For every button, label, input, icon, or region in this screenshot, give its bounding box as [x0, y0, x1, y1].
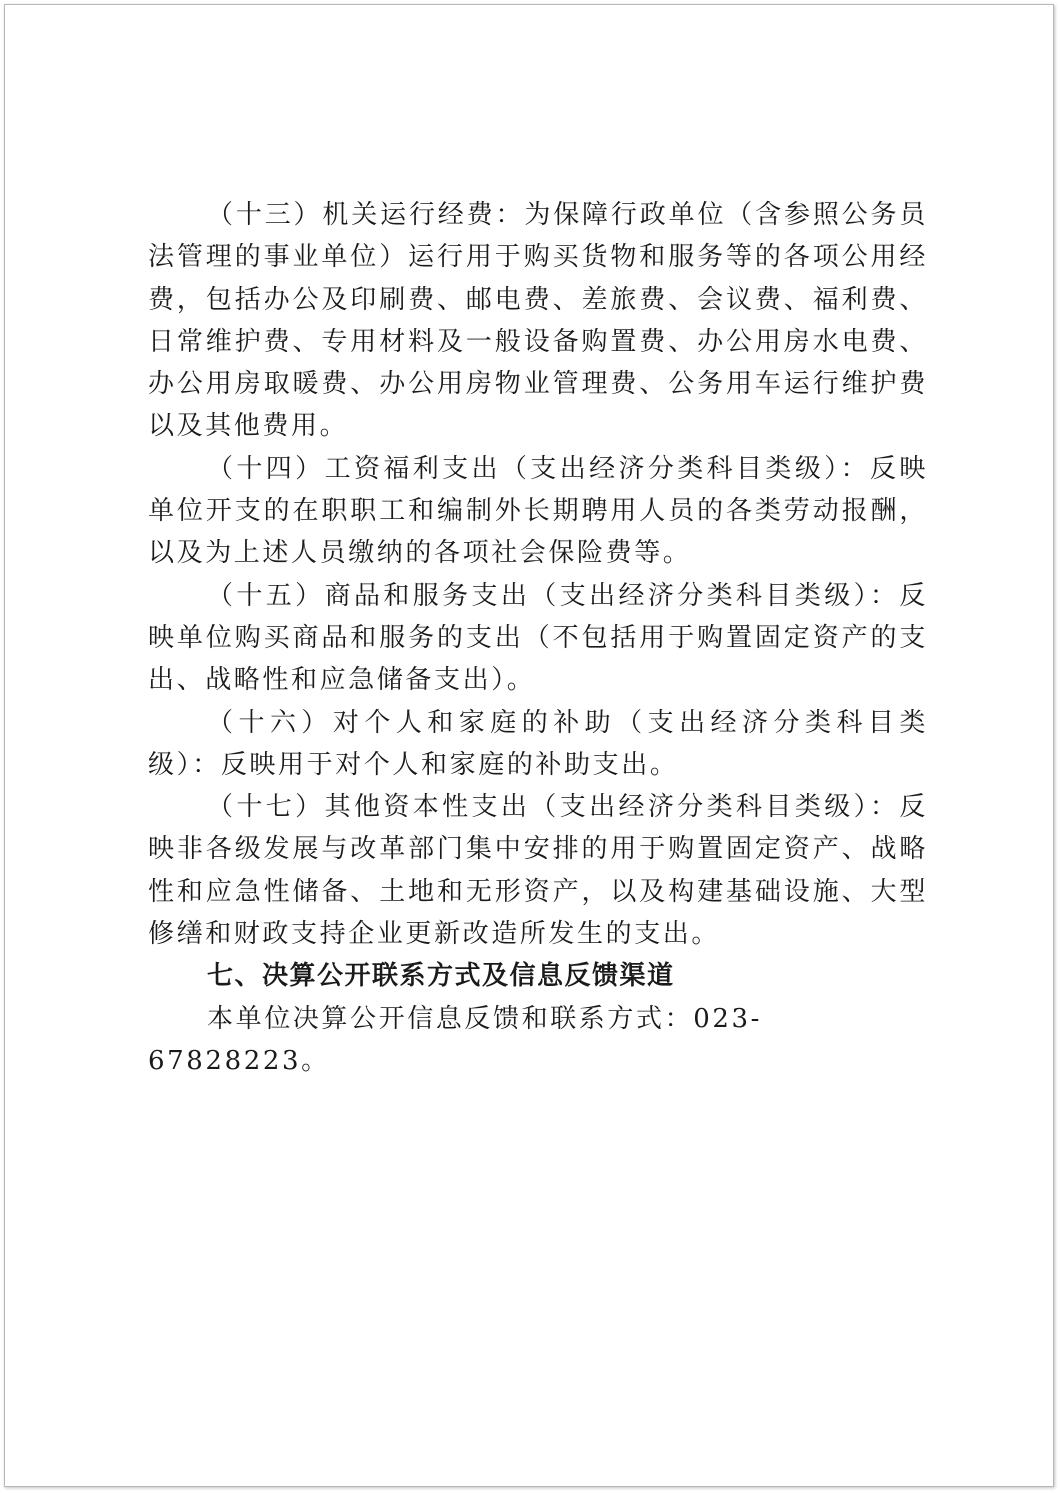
- definition-13: 为保障行政单位（含参照公务员法管理的事业单位）运行用于购买货物和服务等的各项公用经费，包括办公及印刷费、邮电费、差旅费、会议费、福利费、日常维护费、专用材料及一般设备购置费、办公用房水电费、办公用房取暖费、办公用房物业管理费、公务用车运行维护费以及其他费用。: [148, 200, 928, 442]
- definition-17: 反映非各级发展与改革部门集中安排的用于购置固定资产、战略性和应急性储备、土地和无形资产，以及构建基础设施、大型修缮和财政支持企业更新改造所发生的支出。: [148, 792, 928, 950]
- term-13: （十三）机关运行经费：: [207, 200, 525, 230]
- term-17: （十七）其他资本性支出（支出经济分类科目类级）：: [207, 792, 900, 823]
- paragraph-15: [148, 575, 928, 702]
- paragraph-16: [148, 702, 928, 787]
- term-14: （十四）工资福利支出（支出经济分类科目类级）：: [207, 453, 870, 484]
- section-heading: 七、决算公开联系方式及信息反馈渠道: [207, 961, 675, 992]
- definition-14: 反映单位开支的在职职工和编制外长期聘用人员的各类劳动报酬，以及为上述人员缴纳的各项社会保险费等。: [148, 453, 928, 569]
- term-15: （十五）商品和服务支出（支出经济分类科目类级）：: [207, 580, 900, 611]
- paragraph-17: [148, 786, 928, 955]
- definition-15: 反映单位购买商品和服务的支出（不包括用于购置固定资产的支出、战略性和应急储备支出）。: [148, 580, 928, 696]
- paragraph-13: [148, 194, 928, 448]
- contact-info: 本单位决算公开信息反馈和联系方式：023-67828223。: [148, 1003, 763, 1076]
- definition-16: 反映用于对个人和家庭的补助支出。: [220, 749, 679, 780]
- paragraph-14: [148, 448, 928, 575]
- term-16: （十六）对个人和家庭的补助（支出经济分类科目类级）：: [148, 707, 928, 780]
- document-page: [4, 4, 1054, 1487]
- document-body: [148, 194, 928, 1082]
